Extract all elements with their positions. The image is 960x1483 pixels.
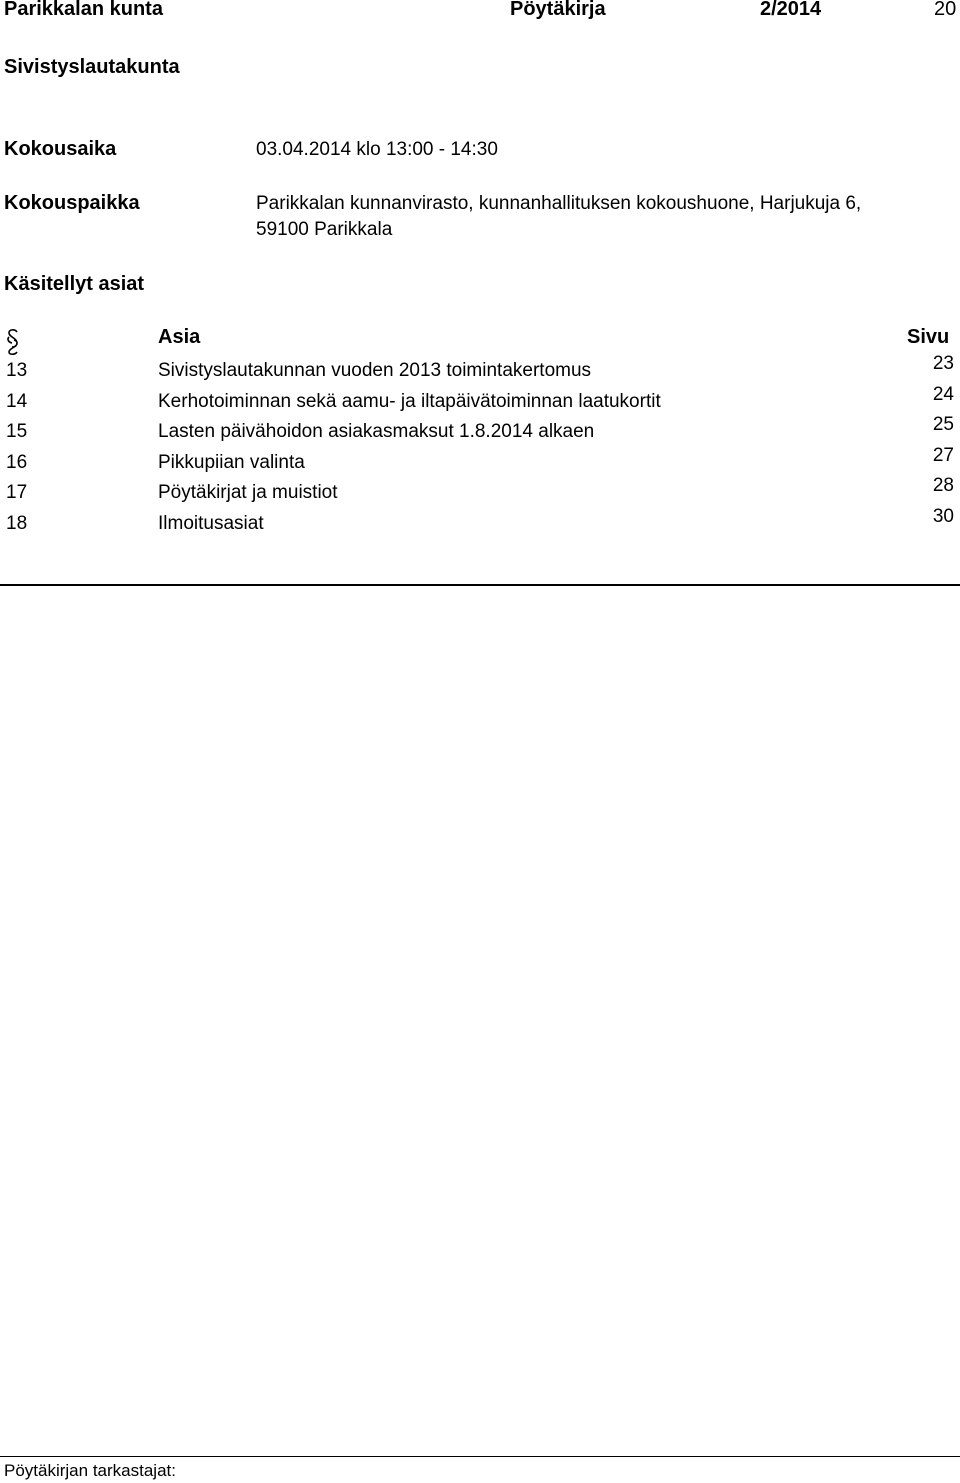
item-title: Lasten päivähoidon asiakasmaksut 1.8.2014 alkaen — [158, 421, 595, 442]
item-number: 18 — [6, 513, 28, 534]
item-number: 15 — [6, 421, 28, 442]
item-page: 24 — [932, 384, 954, 405]
footer-divider — [0, 1456, 960, 1457]
item-title: Pöytäkirjat ja muistiot — [158, 482, 338, 503]
column-header-matter: Asia — [158, 326, 201, 348]
item-title: Ilmoitusasiat — [158, 513, 264, 534]
item-title: Kerhotoiminnan sekä aamu- ja iltapäivätoiminnan laatukortit — [158, 391, 661, 412]
item-page: 30 — [932, 506, 954, 527]
item-page: 27 — [932, 445, 954, 466]
item-page: 23 — [932, 353, 954, 374]
meeting-place-label: Kokouspaikka — [4, 192, 140, 214]
item-title: Sivistyslautakunnan vuoden 2013 toimintakertomus — [158, 360, 592, 381]
organization-name: Parikkalan kunta — [4, 0, 163, 20]
agenda-title: Käsitellyt asiat — [4, 273, 145, 295]
document-type: Pöytäkirja — [510, 0, 606, 20]
item-page: 25 — [932, 414, 954, 435]
item-title: Pikkupiian valinta — [158, 452, 305, 473]
committee-name: Sivistyslautakunta — [4, 56, 180, 78]
page-number: 20 — [934, 0, 957, 20]
meeting-time-value: 03.04.2014 klo 13:00 - 14:30 — [256, 139, 498, 160]
item-number: 13 — [6, 360, 28, 381]
item-page: 28 — [932, 475, 954, 496]
column-header-page: Sivu — [907, 326, 950, 348]
document-number: 2/2014 — [760, 0, 822, 20]
meeting-place-line1: Parikkalan kunnanvirasto, kunnanhallituksen kokoushuone, Harjukuja 6, — [256, 193, 862, 214]
item-number: 14 — [6, 391, 28, 412]
item-number: 16 — [6, 452, 28, 473]
item-number: 17 — [6, 482, 28, 503]
minutes-checkers-label: Pöytäkirjan tarkastajat: — [4, 1461, 176, 1480]
meeting-time-label: Kokousaika — [4, 138, 117, 160]
section-sign-icon — [6, 328, 20, 356]
meeting-place-line2: 59100 Parikkala — [256, 219, 393, 240]
section-divider — [0, 584, 960, 586]
